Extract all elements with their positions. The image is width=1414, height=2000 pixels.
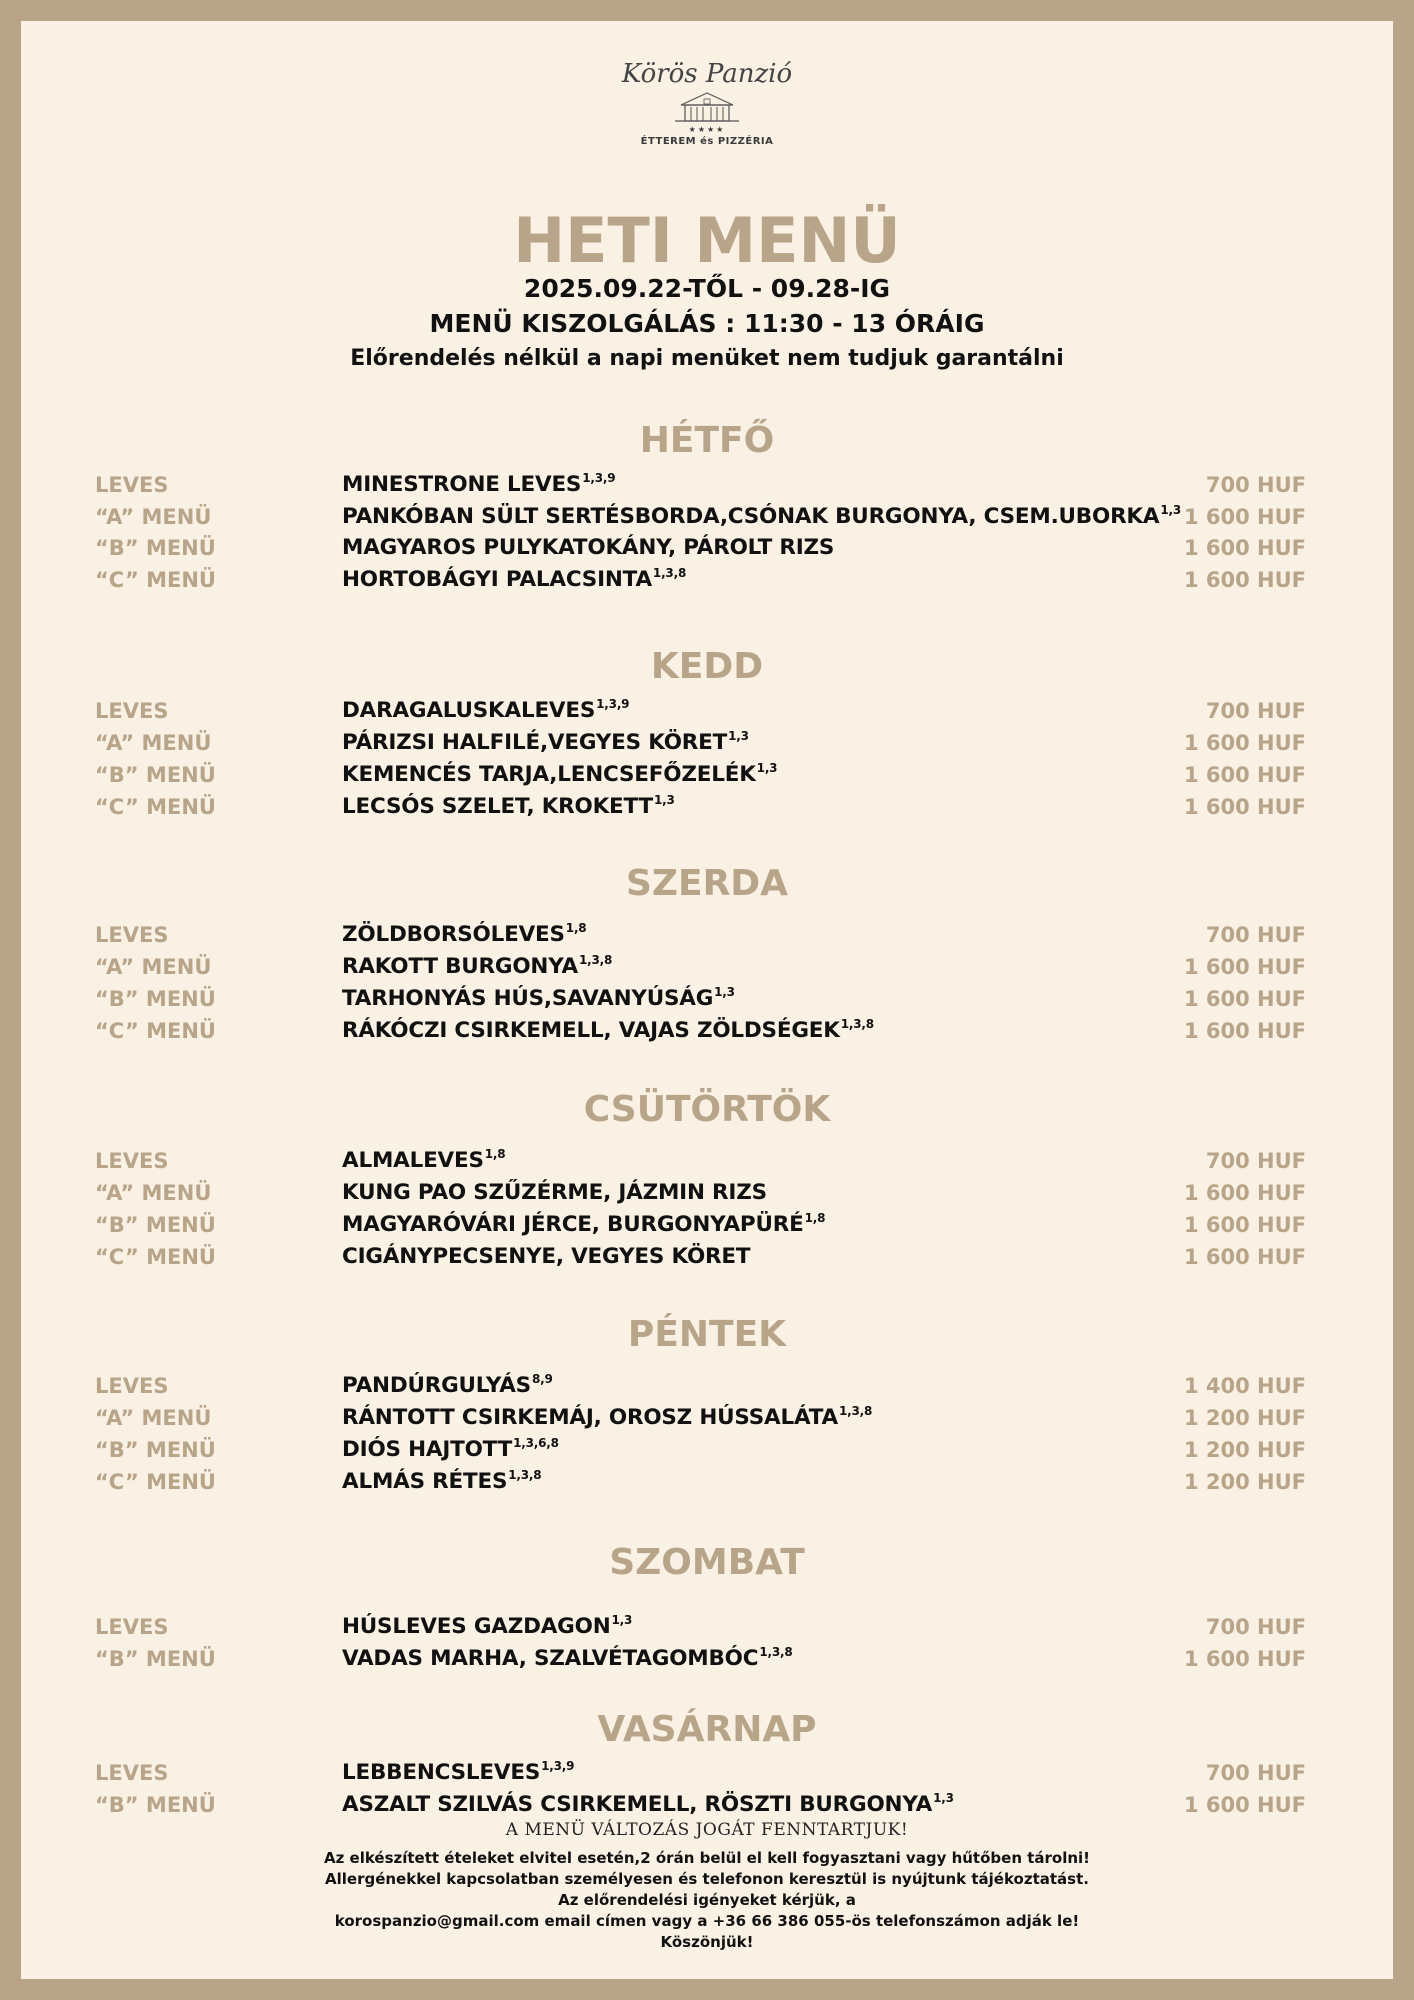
menu-row — [21, 1434, 1393, 1466]
day-heading: SZERDA — [625, 863, 789, 904]
menu-category: “B” MENÜ — [95, 1793, 216, 1817]
menu-row — [21, 1466, 1393, 1498]
menu-category: LEVES — [95, 1761, 169, 1785]
logo-subtitle: ÉTTEREM és PIZZÉRIA — [640, 136, 774, 147]
day-heading: CSÜTÖRTÖK — [583, 1089, 831, 1130]
dish-name: PANDÚRGULYÁS — [342, 1373, 531, 1398]
dish-name-wrapper — [342, 695, 629, 727]
menu-price: 700 HUF — [1205, 699, 1306, 723]
allergen-codes: 1,3,9 — [582, 471, 616, 485]
dish-name: VADAS MARHA, SZALVÉTAGOMBÓC — [342, 1646, 759, 1671]
serving-time: MENÜ KISZOLGÁLÁS : 11:30 - 13 ÓRÁIG — [429, 309, 985, 338]
menu-row — [21, 1611, 1393, 1643]
allergen-codes: 1,3,8 — [508, 1468, 542, 1482]
dish-name-wrapper — [342, 1757, 574, 1789]
menu-row — [21, 564, 1393, 596]
menu-category: “A” MENÜ — [95, 1181, 212, 1205]
dish-name: HORTOBÁGYI PALACSINTA — [342, 567, 652, 592]
menu-price: 1 600 HUF — [1183, 763, 1306, 787]
menu-category: “A” MENÜ — [95, 1406, 212, 1430]
logo — [21, 59, 1393, 149]
building-icon — [667, 89, 747, 125]
allergen-codes: 1,8 — [804, 1211, 826, 1225]
menu-price: 700 HUF — [1205, 1615, 1306, 1639]
menu-row — [21, 532, 1393, 564]
dish-name: CIGÁNYPECSENYE, VEGYES KÖRET — [342, 1244, 751, 1269]
allergen-codes: 1,3 — [756, 761, 778, 775]
allergen-codes: 1,3,8 — [840, 1017, 874, 1031]
menu-price: 700 HUF — [1205, 923, 1306, 947]
menu-price: 1 600 HUF — [1183, 536, 1306, 560]
menu-row — [21, 1757, 1393, 1789]
date-range: 2025.09.22-TŐL - 09.28-IG — [523, 274, 891, 303]
menu-row — [21, 1643, 1393, 1675]
dish-name: HÚSLEVES GAZDAGON — [342, 1614, 611, 1639]
dish-name: RAKOTT BURGONYA — [342, 954, 578, 979]
menu-category: LEVES — [95, 1149, 169, 1173]
allergen-codes: 1,3,8 — [652, 566, 687, 580]
logo-script-name: Körös Panzió — [621, 59, 793, 89]
menu-price: 1 600 HUF — [1183, 568, 1306, 592]
menu-price: 1 600 HUF — [1183, 1213, 1306, 1237]
dish-name: MINESTRONE LEVES — [342, 472, 582, 497]
menu-row — [21, 759, 1393, 791]
menu-row — [21, 791, 1393, 823]
menu-price: 1 600 HUF — [1183, 1019, 1306, 1043]
dish-name: MAGYARÓVÁRI JÉRCE, BURGONYAPÜRÉ — [342, 1212, 804, 1237]
menu-row — [21, 469, 1393, 501]
menu-price: 1 200 HUF — [1183, 1438, 1306, 1462]
dish-name-wrapper — [342, 564, 686, 596]
allergen-codes: 1,3 — [714, 985, 735, 999]
menu-category: “C” MENÜ — [95, 1470, 216, 1494]
menu-price: 1 600 HUF — [1183, 505, 1306, 529]
dish-name: PÁRIZSI HALFILÉ,VEGYES KÖRET — [342, 730, 728, 755]
dish-name-wrapper — [342, 919, 586, 951]
contact-line: korospanzio@gmail.com email címen vagy a +36 66 386 055-ös telefonszámon adják le! — [334, 1912, 1080, 1930]
menu-category: LEVES — [95, 699, 169, 723]
menu-category: “B” MENÜ — [95, 763, 216, 787]
day-heading: SZOMBAT — [609, 1542, 805, 1583]
menu-page — [21, 21, 1393, 1979]
menu-row — [21, 695, 1393, 727]
dish-name-wrapper — [342, 1015, 874, 1047]
dish-name: RÁKÓCZI CSIRKEMELL, VAJAS ZÖLDSÉGEK — [342, 1018, 840, 1043]
menu-price: 1 200 HUF — [1183, 1406, 1306, 1430]
takeaway-notice: Az elkészített ételeket elvitel esetén,2 órán belül el kell fogyasztani vagy hűtőben tárolni! — [323, 1849, 1091, 1867]
dish-name-wrapper — [342, 1209, 825, 1241]
menu-category: LEVES — [95, 473, 169, 497]
menu-category: “C” MENÜ — [95, 1245, 216, 1269]
dish-name-wrapper — [342, 1402, 872, 1434]
dish-name: MAGYAROS PULYKATOKÁNY, PÁROLT RIZS — [342, 535, 835, 560]
menu-category: LEVES — [95, 923, 169, 947]
dish-name-wrapper — [342, 791, 675, 823]
day-heading: HÉTFŐ — [639, 420, 775, 461]
allergen-codes: 1,3 — [611, 1613, 633, 1627]
menu-price: 700 HUF — [1205, 473, 1306, 497]
menu-category: LEVES — [95, 1374, 169, 1398]
menu-row — [21, 951, 1393, 983]
menu-row — [21, 983, 1393, 1015]
allergen-codes: 1,3,8 — [578, 953, 613, 967]
dish-name: ALMÁS RÉTES — [342, 1469, 508, 1494]
logo-stars: ★★★★ — [688, 125, 726, 134]
dish-name-wrapper — [342, 1643, 793, 1675]
menu-price: 700 HUF — [1205, 1149, 1306, 1173]
allergen-codes: 1,3,6,8 — [513, 1436, 559, 1450]
dish-name-wrapper — [342, 983, 735, 1015]
menu-category: “A” MENÜ — [95, 505, 212, 529]
allergen-codes: 8,9 — [531, 1372, 553, 1386]
menu-row — [21, 1209, 1393, 1241]
menu-category: “B” MENÜ — [95, 536, 216, 560]
dish-name-wrapper — [342, 1370, 553, 1402]
menu-row — [21, 1145, 1393, 1177]
dish-name: LECSÓS SZELET, KROKETT — [342, 794, 653, 819]
allergen-codes: 1,3,9 — [541, 1759, 575, 1773]
menu-category: “B” MENÜ — [95, 987, 216, 1011]
dish-name-wrapper — [342, 951, 612, 983]
menu-price: 1 200 HUF — [1183, 1470, 1306, 1494]
dish-name-wrapper — [342, 727, 749, 759]
allergen-codes: 1,3,8 — [759, 1645, 793, 1659]
page-title: HETI MENÜ — [513, 204, 901, 277]
menu-price: 1 600 HUF — [1183, 1647, 1306, 1671]
thanks-line: Köszönjük! — [660, 1933, 754, 1951]
preorder-request: Az előrendelési igényeket kérjük, a — [558, 1891, 856, 1909]
menu-category: “B” MENÜ — [95, 1647, 216, 1671]
menu-category: “B” MENÜ — [95, 1213, 216, 1237]
day-heading: PÉNTEK — [627, 1314, 787, 1355]
dish-name-wrapper — [342, 501, 1181, 533]
allergen-codes: 1,8 — [565, 921, 587, 935]
reserve-notice: A MENÜ VÁLTOZÁS JOGÁT FENNTARTJUK! — [505, 1820, 909, 1840]
menu-price: 1 400 HUF — [1183, 1374, 1306, 1398]
dish-name: PANKÓBAN SÜLT SERTÉSBORDA,CSÓNAK BURGONYA, CSEM.UBORKA — [342, 504, 1160, 529]
dish-name: DARAGALUSKALEVES — [342, 698, 596, 723]
preorder-notice: Előrendelés nélkül a napi menüket nem tudjuk garantálni — [350, 346, 1064, 371]
allergen-codes: 1,3 — [728, 729, 749, 743]
allergen-codes: 1,3,9 — [596, 697, 630, 711]
menu-row — [21, 1015, 1393, 1047]
menu-row — [21, 501, 1393, 533]
day-heading: VASÁRNAP — [597, 1709, 817, 1750]
day-heading: KEDD — [650, 646, 764, 687]
menu-category: “B” MENÜ — [95, 1438, 216, 1462]
menu-category: LEVES — [95, 1615, 169, 1639]
menu-category: “C” MENÜ — [95, 568, 216, 592]
dish-name-wrapper — [342, 1611, 632, 1643]
dish-name-wrapper — [342, 1466, 541, 1498]
menu-price: 1 600 HUF — [1183, 1793, 1306, 1817]
menu-price: 1 600 HUF — [1183, 1245, 1306, 1269]
menu-row — [21, 1241, 1393, 1273]
dish-name: DIÓS HAJTOTT — [342, 1437, 513, 1462]
dish-name-wrapper — [342, 532, 834, 564]
dish-name: ZÖLDBORSÓLEVES — [342, 922, 565, 947]
menu-category: “A” MENÜ — [95, 955, 212, 979]
dish-name-wrapper — [342, 1241, 750, 1273]
menu-category: “A” MENÜ — [95, 731, 212, 755]
menu-category: “C” MENÜ — [95, 1019, 216, 1043]
dish-name-wrapper — [342, 759, 777, 791]
menu-row — [21, 1402, 1393, 1434]
menu-price: 1 600 HUF — [1183, 1181, 1306, 1205]
allergen-codes: 1,3 — [653, 793, 675, 807]
menu-category: “C” MENÜ — [95, 795, 216, 819]
menu-row — [21, 1789, 1393, 1821]
menu-row — [21, 1370, 1393, 1402]
menu-row — [21, 727, 1393, 759]
dish-name: ASZALT SZILVÁS CSIRKEMELL, RÖSZTI BURGONYA — [342, 1792, 933, 1817]
dish-name: LEBBENCSLEVES — [342, 1760, 541, 1785]
dish-name: KUNG PAO SZŰZÉRME, JÁZMIN RIZS — [342, 1180, 767, 1205]
menu-price: 700 HUF — [1205, 1761, 1306, 1785]
dish-name-wrapper — [342, 469, 615, 501]
allergen-notice: Allergénekkel kapcsolatban személyesen és telefonon keresztül is nyújtunk tájékoztatást. — [325, 1870, 1089, 1888]
menu-price: 1 600 HUF — [1183, 955, 1306, 979]
menu-price: 1 600 HUF — [1183, 731, 1306, 755]
dish-name-wrapper — [342, 1177, 767, 1209]
dish-name-wrapper — [342, 1145, 505, 1177]
menu-price: 1 600 HUF — [1183, 795, 1306, 819]
dish-name: ALMALEVES — [342, 1148, 484, 1173]
dish-name: RÁNTOTT CSIRKEMÁJ, OROSZ HÚSSALÁTA — [342, 1405, 838, 1430]
allergen-codes: 1,3 — [933, 1791, 954, 1805]
allergen-codes: 1,3 — [1160, 503, 1181, 517]
dish-name: TARHONYÁS HÚS,SAVANYÚSÁG — [342, 986, 714, 1011]
menu-row — [21, 1177, 1393, 1209]
dish-name-wrapper — [342, 1434, 559, 1466]
menu-price: 1 600 HUF — [1183, 987, 1306, 1011]
menu-row — [21, 919, 1393, 951]
allergen-codes: 1,3,8 — [838, 1404, 873, 1418]
dish-name-wrapper — [342, 1789, 954, 1821]
allergen-codes: 1,8 — [484, 1147, 506, 1161]
dish-name: KEMENCÉS TARJA,LENCSEFŐZELÉK — [342, 762, 756, 787]
